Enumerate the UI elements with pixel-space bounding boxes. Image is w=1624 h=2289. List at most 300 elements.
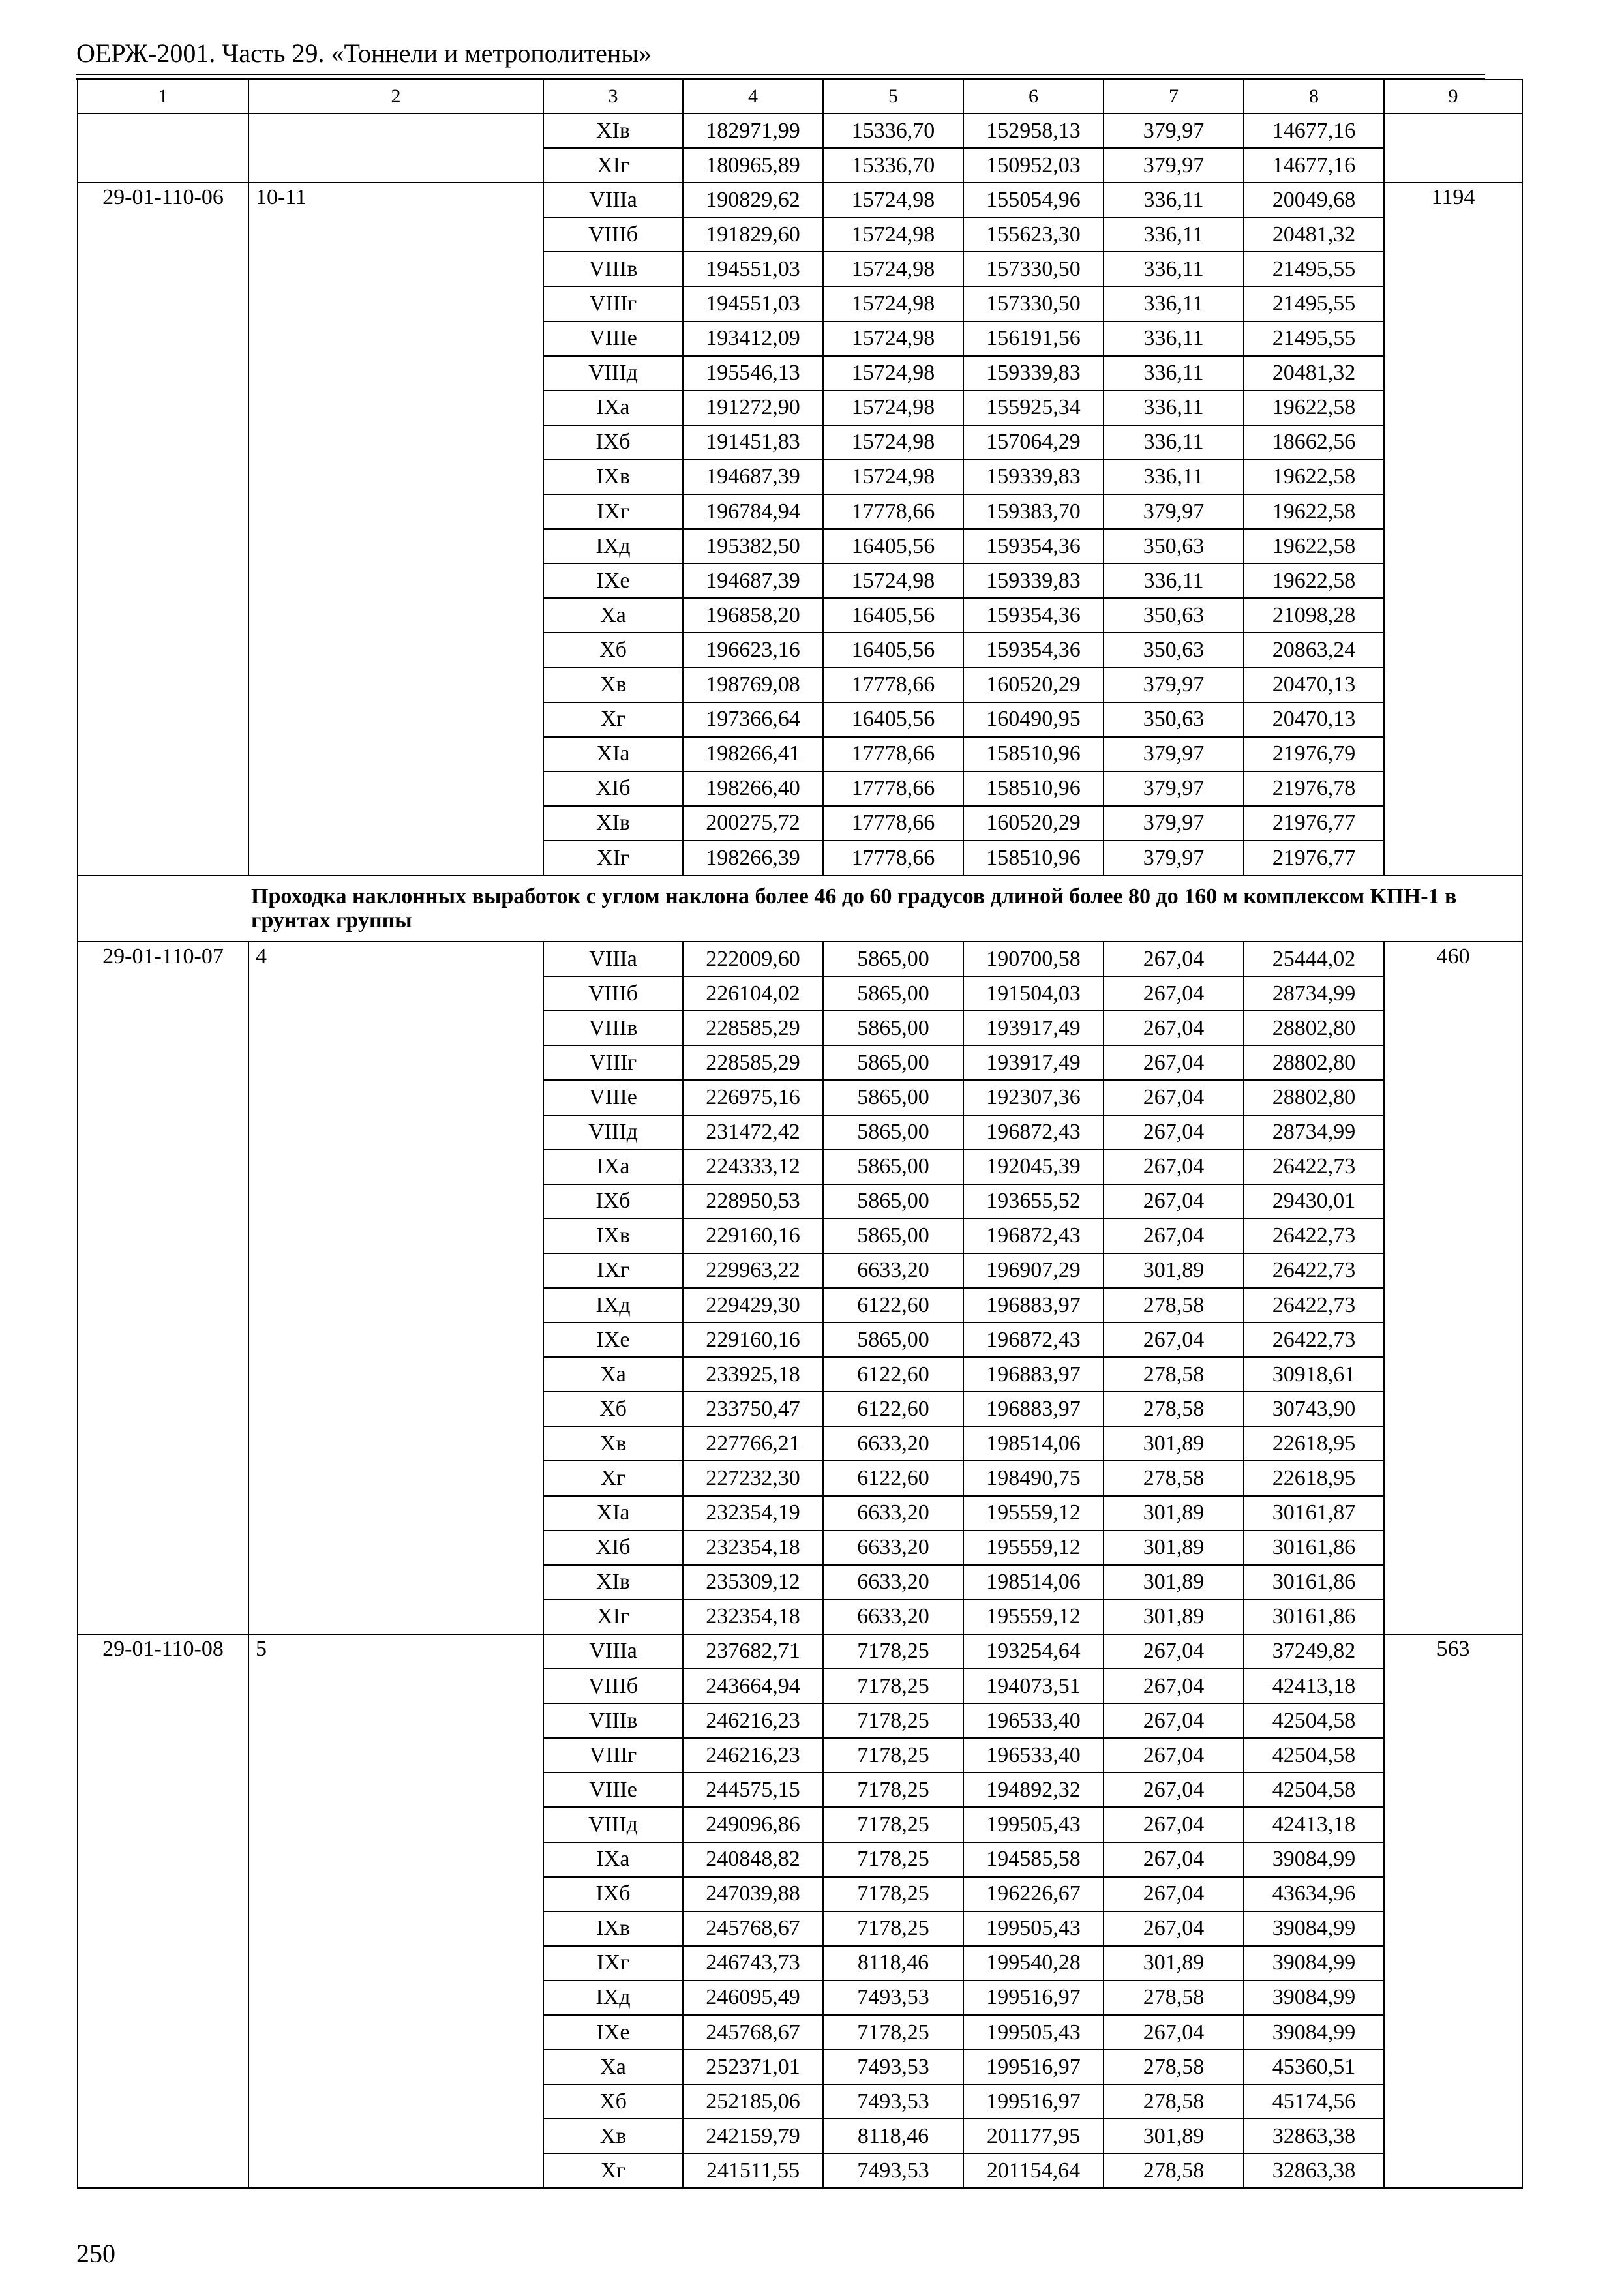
- wages-cell: 17778,66: [823, 771, 963, 806]
- materials-cost-cell: 39084,99: [1244, 1842, 1384, 1877]
- soil-group-cell: XIг: [543, 1600, 683, 1634]
- soil-group-cell: VIIIб: [543, 1669, 683, 1703]
- total-cost-cell: 252371,01: [683, 2050, 823, 2084]
- materials-cost-cell: 26422,73: [1244, 1219, 1384, 1253]
- soil-group-cell: Xв: [543, 2119, 683, 2153]
- soil-group-cell: Xб: [543, 633, 683, 667]
- soil-group-cell: VIIIв: [543, 1703, 683, 1738]
- soil-group-cell: IXг: [543, 1946, 683, 1981]
- driver-wages-cell: 379,97: [1104, 494, 1244, 529]
- materials-cost-cell: 32863,38: [1244, 2153, 1384, 2188]
- soil-group-cell: Xв: [543, 668, 683, 702]
- wages-cell: 17778,66: [823, 668, 963, 702]
- wages-cell: 15336,70: [823, 148, 963, 183]
- materials-cost-cell: 42413,18: [1244, 1807, 1384, 1842]
- driver-wages-cell: 379,97: [1104, 771, 1244, 806]
- machine-cost-cell: 192045,39: [963, 1150, 1104, 1184]
- wages-cell: 8118,46: [823, 2119, 963, 2153]
- machine-cost-cell: 194073,51: [963, 1669, 1104, 1703]
- soil-group-cell: VIIIг: [543, 1738, 683, 1773]
- parameter-cell: 4: [248, 942, 543, 1634]
- driver-wages-cell: 379,97: [1104, 737, 1244, 771]
- wages-cell: 15724,98: [823, 322, 963, 356]
- machine-cost-cell: 158510,96: [963, 737, 1104, 771]
- soil-group-cell: IXа: [543, 391, 683, 425]
- driver-wages-cell: 267,04: [1104, 1219, 1244, 1253]
- machine-cost-cell: 201177,95: [963, 2119, 1104, 2153]
- machine-cost-cell: 158510,96: [963, 771, 1104, 806]
- soil-group-cell: IXа: [543, 1150, 683, 1184]
- total-cost-cell: 249096,86: [683, 1807, 823, 1842]
- column-number: 3: [543, 80, 683, 113]
- soil-group-cell: Xа: [543, 2050, 683, 2084]
- machine-cost-cell: 196872,43: [963, 1115, 1104, 1150]
- total-cost-cell: 246743,73: [683, 1946, 823, 1981]
- table-body: [78, 80, 1522, 2188]
- column-9-cell: 460: [1384, 942, 1522, 1634]
- driver-wages-cell: 301,89: [1104, 1600, 1244, 1634]
- driver-wages-cell: 379,97: [1104, 841, 1244, 875]
- driver-wages-cell: 336,11: [1104, 183, 1244, 217]
- machine-cost-cell: 199540,28: [963, 1946, 1104, 1981]
- materials-cost-cell: 42413,18: [1244, 1669, 1384, 1703]
- driver-wages-cell: 267,04: [1104, 1011, 1244, 1045]
- driver-wages-cell: 267,04: [1104, 1150, 1244, 1184]
- driver-wages-cell: 267,04: [1104, 942, 1244, 976]
- soil-group-cell: IXе: [543, 2015, 683, 2050]
- machine-cost-cell: 199516,97: [963, 2084, 1104, 2119]
- soil-group-cell: VIIIв: [543, 1011, 683, 1045]
- driver-wages-cell: 278,58: [1104, 1392, 1244, 1426]
- wages-cell: 7178,25: [823, 1703, 963, 1738]
- driver-wages-cell: 278,58: [1104, 2153, 1244, 2188]
- driver-wages-cell: 278,58: [1104, 2050, 1244, 2084]
- total-cost-cell: 226104,02: [683, 976, 823, 1011]
- driver-wages-cell: 336,11: [1104, 356, 1244, 391]
- page-number: 250: [76, 2239, 115, 2268]
- soil-group-cell: XIб: [543, 771, 683, 806]
- wages-cell: 17778,66: [823, 806, 963, 841]
- driver-wages-cell: 336,11: [1104, 252, 1244, 286]
- driver-wages-cell: 267,04: [1104, 1911, 1244, 1946]
- wages-cell: 15724,98: [823, 217, 963, 252]
- total-cost-cell: 228585,29: [683, 1011, 823, 1045]
- driver-wages-cell: 379,97: [1104, 113, 1244, 148]
- soil-group-cell: XIб: [543, 1531, 683, 1565]
- materials-cost-cell: 22618,95: [1244, 1461, 1384, 1495]
- driver-wages-cell: 301,89: [1104, 1565, 1244, 1600]
- materials-cost-cell: 30161,87: [1244, 1496, 1384, 1531]
- driver-wages-cell: 350,63: [1104, 529, 1244, 563]
- wages-cell: 16405,56: [823, 633, 963, 667]
- total-cost-cell: 228585,29: [683, 1045, 823, 1080]
- driver-wages-cell: 336,11: [1104, 286, 1244, 321]
- machine-cost-cell: 152958,13: [963, 113, 1104, 148]
- materials-cost-cell: 21976,79: [1244, 737, 1384, 771]
- materials-cost-cell: 21495,55: [1244, 322, 1384, 356]
- driver-wages-cell: 301,89: [1104, 1531, 1244, 1565]
- total-cost-cell: 244575,15: [683, 1773, 823, 1807]
- wages-cell: 5865,00: [823, 1080, 963, 1115]
- soil-group-cell: VIIIд: [543, 1807, 683, 1842]
- driver-wages-cell: 267,04: [1104, 976, 1244, 1011]
- machine-cost-cell: 160490,95: [963, 702, 1104, 737]
- wages-cell: 7178,25: [823, 1842, 963, 1877]
- wages-cell: 5865,00: [823, 942, 963, 976]
- driver-wages-cell: 336,11: [1104, 425, 1244, 460]
- materials-cost-cell: 19622,58: [1244, 529, 1384, 563]
- total-cost-cell: 191829,60: [683, 217, 823, 252]
- machine-cost-cell: 195559,12: [963, 1496, 1104, 1531]
- parameter-cell: [248, 113, 543, 183]
- page-header-title: ОЕРЖ-2001. Часть 29. «Тоннели и метрополитены»: [76, 38, 652, 68]
- machine-cost-cell: 191504,03: [963, 976, 1104, 1011]
- soil-group-cell: Xб: [543, 1392, 683, 1426]
- total-cost-cell: 246216,23: [683, 1738, 823, 1773]
- machine-cost-cell: 159354,36: [963, 598, 1104, 633]
- materials-cost-cell: 19622,58: [1244, 563, 1384, 598]
- soil-group-cell: VIIIб: [543, 217, 683, 252]
- total-cost-cell: 196623,16: [683, 633, 823, 667]
- materials-cost-cell: 37249,82: [1244, 1634, 1384, 1669]
- column-number: 9: [1384, 80, 1522, 113]
- wages-cell: 7493,53: [823, 1981, 963, 2015]
- driver-wages-cell: 278,58: [1104, 1461, 1244, 1495]
- driver-wages-cell: 336,11: [1104, 322, 1244, 356]
- total-cost-cell: 198769,08: [683, 668, 823, 702]
- materials-cost-cell: 26422,73: [1244, 1150, 1384, 1184]
- driver-wages-cell: 301,89: [1104, 1496, 1244, 1531]
- materials-cost-cell: 45360,51: [1244, 2050, 1384, 2084]
- materials-cost-cell: 28802,80: [1244, 1080, 1384, 1115]
- soil-group-cell: IXв: [543, 1911, 683, 1946]
- soil-group-cell: XIа: [543, 737, 683, 771]
- materials-cost-cell: 18662,56: [1244, 425, 1384, 460]
- materials-cost-cell: 20049,68: [1244, 183, 1384, 217]
- total-cost-cell: 194687,39: [683, 563, 823, 598]
- soil-group-cell: Xг: [543, 702, 683, 737]
- total-cost-cell: 196784,94: [683, 494, 823, 529]
- machine-cost-cell: 201154,64: [963, 2153, 1104, 2188]
- materials-cost-cell: 30918,61: [1244, 1357, 1384, 1392]
- machine-cost-cell: 196883,97: [963, 1288, 1104, 1323]
- machine-cost-cell: 196883,97: [963, 1357, 1104, 1392]
- total-cost-cell: 200275,72: [683, 806, 823, 841]
- soil-group-cell: IXд: [543, 1981, 683, 2015]
- materials-cost-cell: 14677,16: [1244, 148, 1384, 183]
- column-number: 1: [78, 80, 248, 113]
- soil-group-cell: VIIIе: [543, 1080, 683, 1115]
- total-cost-cell: 252185,06: [683, 2084, 823, 2119]
- driver-wages-cell: 267,04: [1104, 1669, 1244, 1703]
- parameter-cell: 10-11: [248, 183, 543, 875]
- machine-cost-cell: 159354,36: [963, 633, 1104, 667]
- machine-cost-cell: 199505,43: [963, 1911, 1104, 1946]
- materials-cost-cell: 39084,99: [1244, 1946, 1384, 1981]
- driver-wages-cell: 267,04: [1104, 1634, 1244, 1669]
- driver-wages-cell: 267,04: [1104, 1323, 1244, 1357]
- wages-cell: 7493,53: [823, 2050, 963, 2084]
- total-cost-cell: 222009,60: [683, 942, 823, 976]
- total-cost-cell: 182971,99: [683, 113, 823, 148]
- machine-cost-cell: 158510,96: [963, 841, 1104, 875]
- machine-cost-cell: 159339,83: [963, 563, 1104, 598]
- materials-cost-cell: 20470,13: [1244, 702, 1384, 737]
- driver-wages-cell: 278,58: [1104, 1981, 1244, 2015]
- rate-code-cell: 29-01-110-08: [78, 1634, 248, 2189]
- driver-wages-cell: 267,04: [1104, 1877, 1244, 1911]
- wages-cell: 7178,25: [823, 1738, 963, 1773]
- total-cost-cell: 190829,62: [683, 183, 823, 217]
- rate-code-cell: 29-01-110-07: [78, 942, 248, 1634]
- driver-wages-cell: 301,89: [1104, 2119, 1244, 2153]
- driver-wages-cell: 267,04: [1104, 1738, 1244, 1773]
- driver-wages-cell: 350,63: [1104, 598, 1244, 633]
- materials-cost-cell: 43634,96: [1244, 1877, 1384, 1911]
- materials-cost-cell: 30161,86: [1244, 1600, 1384, 1634]
- soil-group-cell: VIIIв: [543, 252, 683, 286]
- machine-cost-cell: 196907,29: [963, 1253, 1104, 1288]
- table-row: [78, 113, 1522, 148]
- materials-cost-cell: 45174,56: [1244, 2084, 1384, 2119]
- column-9-cell: 1194: [1384, 183, 1522, 875]
- soil-group-cell: VIIIг: [543, 1045, 683, 1080]
- total-cost-cell: 194551,03: [683, 286, 823, 321]
- wages-cell: 17778,66: [823, 737, 963, 771]
- wages-cell: 5865,00: [823, 976, 963, 1011]
- machine-cost-cell: 193917,49: [963, 1011, 1104, 1045]
- total-cost-cell: 241511,55: [683, 2153, 823, 2188]
- driver-wages-cell: 267,04: [1104, 1773, 1244, 1807]
- driver-wages-cell: 267,04: [1104, 1842, 1244, 1877]
- wages-cell: 17778,66: [823, 494, 963, 529]
- machine-cost-cell: 196533,40: [963, 1738, 1104, 1773]
- machine-cost-cell: 190700,58: [963, 942, 1104, 976]
- soil-group-cell: VIIIа: [543, 1634, 683, 1669]
- materials-cost-cell: 19622,58: [1244, 391, 1384, 425]
- soil-group-cell: VIIIе: [543, 1773, 683, 1807]
- column-9-cell: [1384, 113, 1522, 183]
- materials-cost-cell: 30161,86: [1244, 1531, 1384, 1565]
- wages-cell: 7493,53: [823, 2153, 963, 2188]
- machine-cost-cell: 155054,96: [963, 183, 1104, 217]
- machine-cost-cell: 156191,56: [963, 322, 1104, 356]
- driver-wages-cell: 267,04: [1104, 1115, 1244, 1150]
- machine-cost-cell: 159383,70: [963, 494, 1104, 529]
- price-table: [77, 79, 1523, 2189]
- soil-group-cell: Xа: [543, 598, 683, 633]
- materials-cost-cell: 20481,32: [1244, 356, 1384, 391]
- materials-cost-cell: 26422,73: [1244, 1253, 1384, 1288]
- wages-cell: 15724,98: [823, 252, 963, 286]
- soil-group-cell: XIа: [543, 1496, 683, 1531]
- machine-cost-cell: 157064,29: [963, 425, 1104, 460]
- column-number: 4: [683, 80, 823, 113]
- wages-cell: 5865,00: [823, 1184, 963, 1219]
- machine-cost-cell: 199516,97: [963, 1981, 1104, 2015]
- machine-cost-cell: 193254,64: [963, 1634, 1104, 1669]
- soil-group-cell: IXг: [543, 494, 683, 529]
- driver-wages-cell: 301,89: [1104, 1946, 1244, 1981]
- materials-cost-cell: 25444,02: [1244, 942, 1384, 976]
- total-cost-cell: 194687,39: [683, 460, 823, 494]
- wages-cell: 7178,25: [823, 1773, 963, 1807]
- driver-wages-cell: 278,58: [1104, 2084, 1244, 2119]
- column-number: 6: [963, 80, 1104, 113]
- total-cost-cell: 191272,90: [683, 391, 823, 425]
- wages-cell: 6633,20: [823, 1531, 963, 1565]
- total-cost-cell: 195382,50: [683, 529, 823, 563]
- wages-cell: 5865,00: [823, 1219, 963, 1253]
- wages-cell: 8118,46: [823, 1946, 963, 1981]
- materials-cost-cell: 20481,32: [1244, 217, 1384, 252]
- machine-cost-cell: 196872,43: [963, 1219, 1104, 1253]
- driver-wages-cell: 379,97: [1104, 148, 1244, 183]
- table-row: [78, 1634, 1522, 1669]
- soil-group-cell: VIIIд: [543, 1115, 683, 1150]
- soil-group-cell: VIIIе: [543, 322, 683, 356]
- total-cost-cell: 229963,22: [683, 1253, 823, 1288]
- machine-cost-cell: 195559,12: [963, 1600, 1104, 1634]
- column-number: 7: [1104, 80, 1244, 113]
- driver-wages-cell: 301,89: [1104, 1426, 1244, 1461]
- wages-cell: 7178,25: [823, 1669, 963, 1703]
- soil-group-cell: IXб: [543, 1184, 683, 1219]
- soil-group-cell: XIг: [543, 841, 683, 875]
- table-row: [78, 942, 1522, 976]
- materials-cost-cell: 21976,77: [1244, 841, 1384, 875]
- total-cost-cell: 198266,40: [683, 771, 823, 806]
- machine-cost-cell: 155623,30: [963, 217, 1104, 252]
- driver-wages-cell: 379,97: [1104, 668, 1244, 702]
- machine-cost-cell: 194892,32: [963, 1773, 1104, 1807]
- materials-cost-cell: 39084,99: [1244, 1911, 1384, 1946]
- driver-wages-cell: 278,58: [1104, 1288, 1244, 1323]
- machine-cost-cell: 198514,06: [963, 1426, 1104, 1461]
- total-cost-cell: 191451,83: [683, 425, 823, 460]
- driver-wages-cell: 301,89: [1104, 1253, 1244, 1288]
- soil-group-cell: XIв: [543, 113, 683, 148]
- wages-cell: 15724,98: [823, 286, 963, 321]
- total-cost-cell: 227766,21: [683, 1426, 823, 1461]
- total-cost-cell: 229160,16: [683, 1219, 823, 1253]
- wages-cell: 5865,00: [823, 1323, 963, 1357]
- total-cost-cell: 247039,88: [683, 1877, 823, 1911]
- wages-cell: 15724,98: [823, 460, 963, 494]
- materials-cost-cell: 29430,01: [1244, 1184, 1384, 1219]
- soil-group-cell: XIв: [543, 806, 683, 841]
- machine-cost-cell: 194585,58: [963, 1842, 1104, 1877]
- total-cost-cell: 246095,49: [683, 1981, 823, 2015]
- materials-cost-cell: 21098,28: [1244, 598, 1384, 633]
- soil-group-cell: VIIIа: [543, 183, 683, 217]
- materials-cost-cell: 30161,86: [1244, 1565, 1384, 1600]
- wages-cell: 15724,98: [823, 391, 963, 425]
- table-row: [78, 183, 1522, 217]
- soil-group-cell: Xг: [543, 1461, 683, 1495]
- soil-group-cell: Xв: [543, 1426, 683, 1461]
- machine-cost-cell: 192307,36: [963, 1080, 1104, 1115]
- driver-wages-cell: 278,58: [1104, 1357, 1244, 1392]
- wages-cell: 6633,20: [823, 1565, 963, 1600]
- wages-cell: 15336,70: [823, 113, 963, 148]
- wages-cell: 7178,25: [823, 1634, 963, 1669]
- machine-cost-cell: 198514,06: [963, 1565, 1104, 1600]
- wages-cell: 16405,56: [823, 702, 963, 737]
- soil-group-cell: Xб: [543, 2084, 683, 2119]
- wages-cell: 6633,20: [823, 1600, 963, 1634]
- materials-cost-cell: 28802,80: [1244, 1045, 1384, 1080]
- total-cost-cell: 235309,12: [683, 1565, 823, 1600]
- total-cost-cell: 246216,23: [683, 1703, 823, 1738]
- total-cost-cell: 229160,16: [683, 1323, 823, 1357]
- machine-cost-cell: 150952,03: [963, 148, 1104, 183]
- soil-group-cell: IXв: [543, 460, 683, 494]
- total-cost-cell: 198266,41: [683, 737, 823, 771]
- materials-cost-cell: 26422,73: [1244, 1323, 1384, 1357]
- total-cost-cell: 224333,12: [683, 1150, 823, 1184]
- section-title: Проходка наклонных выработок с углом наклона более 46 до 60 градусов длиной более 80 до 160 м комплексом КПН-1 в грунтах группы: [78, 875, 1522, 942]
- wages-cell: 15724,98: [823, 425, 963, 460]
- wages-cell: 6633,20: [823, 1426, 963, 1461]
- wages-cell: 15724,98: [823, 563, 963, 598]
- driver-wages-cell: 267,04: [1104, 1703, 1244, 1738]
- wages-cell: 15724,98: [823, 356, 963, 391]
- wages-cell: 6633,20: [823, 1496, 963, 1531]
- materials-cost-cell: 22618,95: [1244, 1426, 1384, 1461]
- machine-cost-cell: 157330,50: [963, 286, 1104, 321]
- materials-cost-cell: 21976,77: [1244, 806, 1384, 841]
- materials-cost-cell: 19622,58: [1244, 494, 1384, 529]
- soil-group-cell: VIIIб: [543, 976, 683, 1011]
- soil-group-cell: IXв: [543, 1219, 683, 1253]
- soil-group-cell: XIв: [543, 1565, 683, 1600]
- wages-cell: 6122,60: [823, 1357, 963, 1392]
- soil-group-cell: IXе: [543, 1323, 683, 1357]
- total-cost-cell: 237682,71: [683, 1634, 823, 1669]
- wages-cell: 6122,60: [823, 1392, 963, 1426]
- column-number: 2: [248, 80, 543, 113]
- driver-wages-cell: 336,11: [1104, 460, 1244, 494]
- wages-cell: 7178,25: [823, 1911, 963, 1946]
- total-cost-cell: 226975,16: [683, 1080, 823, 1115]
- total-cost-cell: 180965,89: [683, 148, 823, 183]
- wages-cell: 5865,00: [823, 1011, 963, 1045]
- materials-cost-cell: 28734,99: [1244, 976, 1384, 1011]
- wages-cell: 5865,00: [823, 1045, 963, 1080]
- wages-cell: 5865,00: [823, 1115, 963, 1150]
- materials-cost-cell: 42504,58: [1244, 1773, 1384, 1807]
- total-cost-cell: 195546,13: [683, 356, 823, 391]
- driver-wages-cell: 267,04: [1104, 1080, 1244, 1115]
- wages-cell: 5865,00: [823, 1150, 963, 1184]
- materials-cost-cell: 14677,16: [1244, 113, 1384, 148]
- materials-cost-cell: 28802,80: [1244, 1011, 1384, 1045]
- total-cost-cell: 198266,39: [683, 841, 823, 875]
- materials-cost-cell: 39084,99: [1244, 1981, 1384, 2015]
- driver-wages-cell: 336,11: [1104, 563, 1244, 598]
- materials-cost-cell: 20863,24: [1244, 633, 1384, 667]
- machine-cost-cell: 196872,43: [963, 1323, 1104, 1357]
- soil-group-cell: VIIIа: [543, 942, 683, 976]
- machine-cost-cell: 159339,83: [963, 356, 1104, 391]
- column-9-cell: 563: [1384, 1634, 1522, 2189]
- total-cost-cell: 232354,18: [683, 1531, 823, 1565]
- machine-cost-cell: 196533,40: [963, 1703, 1104, 1738]
- materials-cost-cell: 19622,58: [1244, 460, 1384, 494]
- driver-wages-cell: 350,63: [1104, 702, 1244, 737]
- wages-cell: 7178,25: [823, 2015, 963, 2050]
